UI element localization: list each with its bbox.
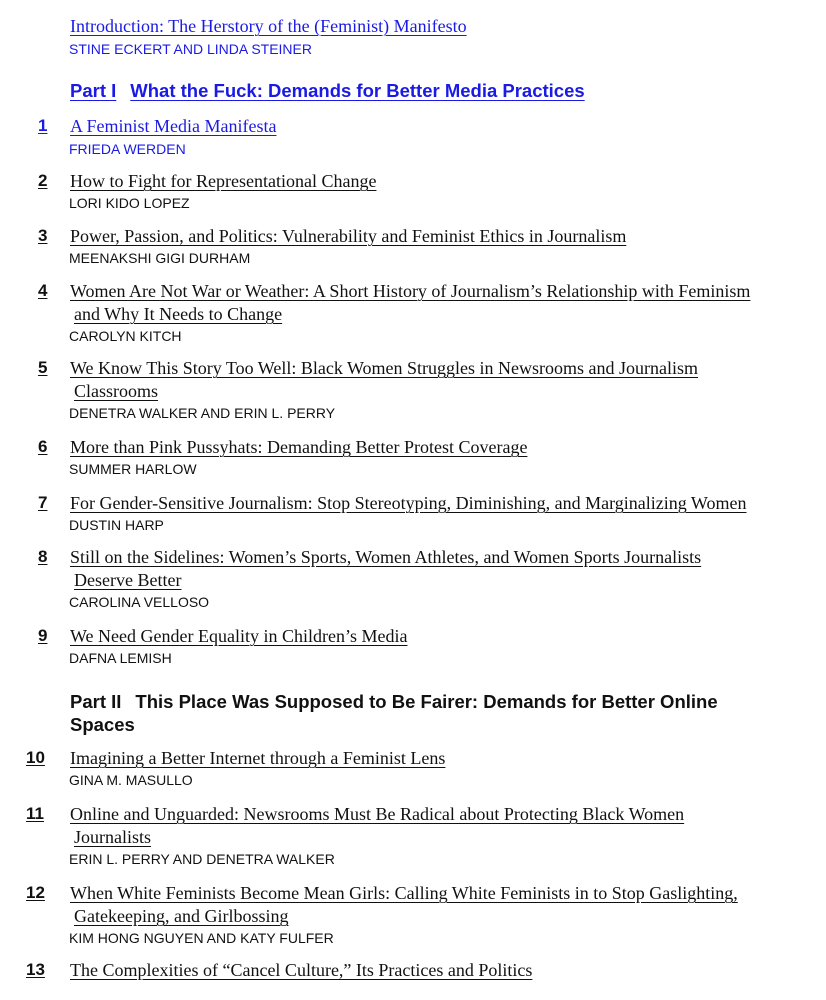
chapter-title-link[interactable] (70, 803, 790, 849)
chapter-title-line-1: We Know This Story Too Well: Black Women Struggles in Newsrooms and Journalism (70, 358, 699, 378)
chapter-number: 3 (38, 226, 48, 245)
chapter-authors: KIM HONG NGUYEN AND KATY FULFER (69, 930, 334, 946)
chapter-number: 10 (26, 748, 45, 767)
introduction-authors[interactable]: STINE ECKERT AND LINDA STEINER (69, 41, 312, 57)
chapter-number: 7 (38, 493, 48, 512)
chapter-authors: MEENAKSHI GIGI DURHAM (69, 250, 251, 266)
chapter-title-link[interactable] (70, 357, 790, 403)
chapter-title-line-2: Gatekeeping, and Girlbossing (74, 906, 289, 926)
chapter-number: 5 (38, 358, 48, 377)
chapter-number: 11 (26, 804, 44, 823)
chapter-title-link[interactable] (70, 882, 790, 928)
part-2-title-line-2: Spaces (70, 714, 135, 735)
chapter-title-link[interactable]: For Gender-Sensitive Journalism: Stop Stereotyping, Diminishing, and Marginalizing Women (70, 493, 747, 513)
chapter-authors: CAROLYN KITCH (69, 328, 182, 344)
chapter-title-link[interactable]: We Need Gender Equality in Children’s Media (70, 626, 408, 646)
chapter-title-line-1: Online and Unguarded: Newsrooms Must Be Radical about Protecting Black Women (70, 804, 685, 824)
chapter-number: 8 (38, 547, 48, 566)
chapter-title-link[interactable]: How to Fight for Representational Change (70, 171, 377, 191)
chapter-title-line-2: Deserve Better (74, 570, 182, 590)
chapter-authors: SUMMER HARLOW (69, 461, 197, 477)
chapter-title-line-2: Journalists (74, 827, 152, 847)
chapter-title-line-2: Classrooms (74, 381, 159, 401)
chapter-authors: ERIN L. PERRY AND DENETRA WALKER (69, 851, 335, 867)
part-1-title: What the Fuck: Demands for Better Media Practices (130, 80, 585, 101)
part-2-heading (70, 690, 790, 736)
chapter-number: 2 (38, 171, 48, 190)
part-2-title: This Place Was Supposed to Be Fairer: Demands for Better Online (135, 691, 718, 712)
chapter-number: 9 (38, 626, 48, 645)
chapter-title-line-2: and Why It Needs to Change (74, 304, 283, 324)
chapter-authors: CAROLINA VELLOSO (69, 594, 210, 610)
chapter-title-line-1: Women Are Not War or Weather: A Short History of Journalism’s Relationship with Feminism (70, 281, 751, 301)
chapter-authors: DENETRA WALKER AND ERIN L. PERRY (69, 405, 336, 421)
chapter-title-line-1: When White Feminists Become Mean Girls: Calling White Feminists in to Stop Gaslighting, (70, 883, 738, 903)
chapter-title-link[interactable]: More than Pink Pussyhats: Demanding Better Protest Coverage (70, 437, 528, 457)
chapter-title-line-1: Still on the Sidelines: Women’s Sports, Women Athletes, and Women Sports Journalists (70, 547, 702, 567)
introduction-title-link[interactable]: Introduction: The Herstory of the (Feminist) Manifesto (70, 16, 467, 36)
chapter-number: 12 (26, 883, 45, 902)
chapter-title-link[interactable]: A Feminist Media Manifesta (70, 116, 277, 136)
chapter-authors: GINA M. MASULLO (69, 772, 193, 788)
chapter-title-link[interactable] (70, 280, 790, 326)
chapter-title-link[interactable]: The Complexities of “Cancel Culture,” Its Practices and Politics (70, 960, 533, 980)
part-1-heading[interactable] (70, 79, 790, 102)
chapter-number: 1 (38, 116, 48, 135)
part-2-label: Part II (70, 691, 122, 712)
chapter-authors: FRIEDA WERDEN (69, 141, 186, 157)
chapter-authors: DUSTIN HARP (69, 517, 164, 533)
chapter-number: 4 (38, 281, 48, 300)
chapter-authors: LORI KIDO LOPEZ (69, 195, 190, 211)
chapter-title-link[interactable] (70, 546, 790, 592)
chapter-authors: DAFNA LEMISH (69, 650, 172, 666)
chapter-title-link[interactable]: Imagining a Better Internet through a Feminist Lens (70, 748, 446, 768)
chapter-number: 6 (38, 437, 48, 456)
chapter-title-link[interactable]: Power, Passion, and Politics: Vulnerability and Feminist Ethics in Journalism (70, 226, 627, 246)
part-1-label: Part I (70, 80, 117, 101)
chapter-number: 13 (26, 960, 45, 979)
